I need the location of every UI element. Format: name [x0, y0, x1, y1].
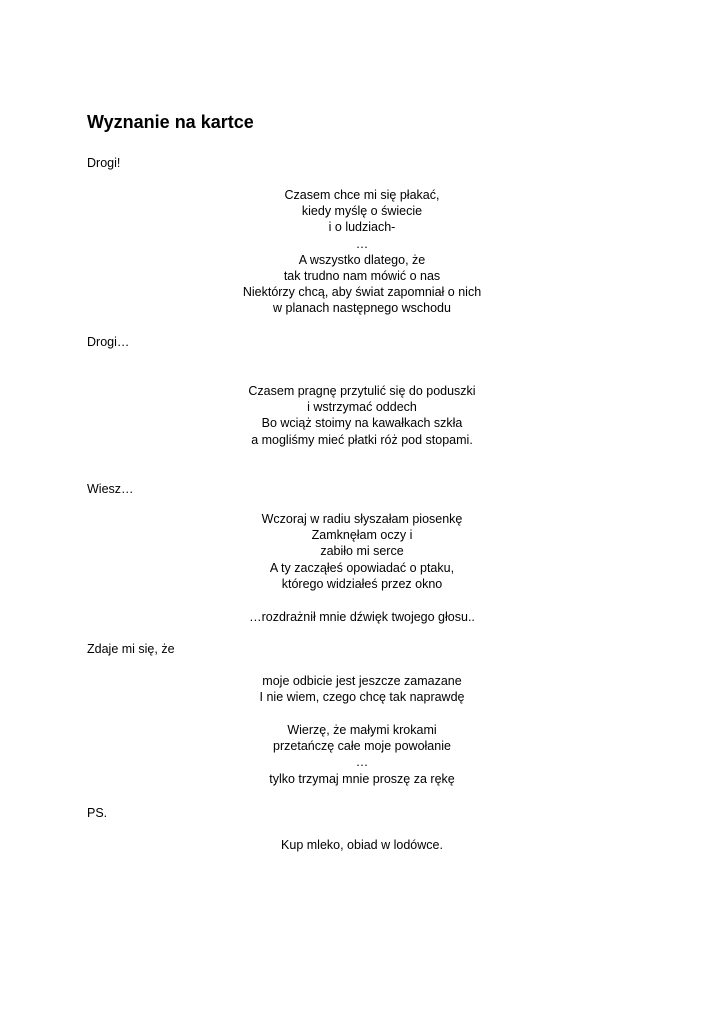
poem-line: Wierzę, że małymi krokami	[287, 723, 437, 737]
stanza	[200, 673, 524, 705]
poem-line: I nie wiem, czego chcę tak naprawdę	[259, 690, 465, 705]
poem-line: A ty zacząłeś opowiadać o ptaku,	[269, 560, 455, 575]
poem-line: …rozdrażnił mnie dźwięk twojego głosu..	[249, 610, 475, 624]
stanza	[200, 722, 524, 787]
poem-line: Bo wciąż stoimy na kawałkach szkła	[261, 416, 463, 431]
poem-line: tak trudno nam mówić o nas	[283, 269, 441, 284]
poem-line: moje odbicie jest jeszcze zamazane	[262, 674, 462, 688]
salutation: PS.	[87, 806, 108, 820]
poem-line: kiedy myślę o świecie	[301, 204, 423, 219]
poem-line: i o ludziach-	[328, 220, 396, 235]
poem-line: którego widziałeś przez okno	[281, 576, 443, 591]
poem-line: …	[355, 236, 369, 251]
salutation: Wiesz…	[87, 482, 134, 496]
poem-line: przetańczę całe moje powołanie	[273, 739, 451, 754]
poem-line: Kup mleko, obiad w lodówce.	[281, 838, 443, 852]
stanza	[200, 609, 524, 625]
poem-line: Wczoraj w radiu słyszałam piosenkę	[261, 512, 463, 526]
stanza	[200, 383, 524, 448]
stanza	[200, 187, 524, 317]
poem-line: zabiło mi serce	[320, 544, 404, 559]
poem-line: w planach następnego wschodu	[273, 301, 451, 316]
poem-line: Czasem pragnę przytulić się do poduszki	[248, 384, 476, 398]
document-title: Wyznanie na kartce	[87, 112, 254, 132]
poem-line: a mogliśmy mieć płatki róż pod stopami.	[251, 432, 473, 447]
poem-line: Czasem chce mi się płakać,	[284, 188, 440, 202]
poem-line: i wstrzymać oddech	[307, 400, 417, 415]
poem-line: …	[355, 755, 369, 770]
salutation: Zdaje mi się, że	[87, 642, 175, 656]
stanza	[200, 837, 524, 853]
poem-line: tylko trzymaj mnie proszę za rękę	[269, 771, 455, 786]
stanza	[200, 511, 524, 592]
salutation: Drogi!	[87, 156, 121, 170]
salutation: Drogi…	[87, 335, 130, 349]
poem-line: Zamknęłam oczy i	[311, 528, 413, 543]
poem-line: Niektórzy chcą, aby świat zapomniał o nich	[242, 285, 482, 300]
poem-line: A wszystko dlatego, że	[298, 252, 426, 267]
